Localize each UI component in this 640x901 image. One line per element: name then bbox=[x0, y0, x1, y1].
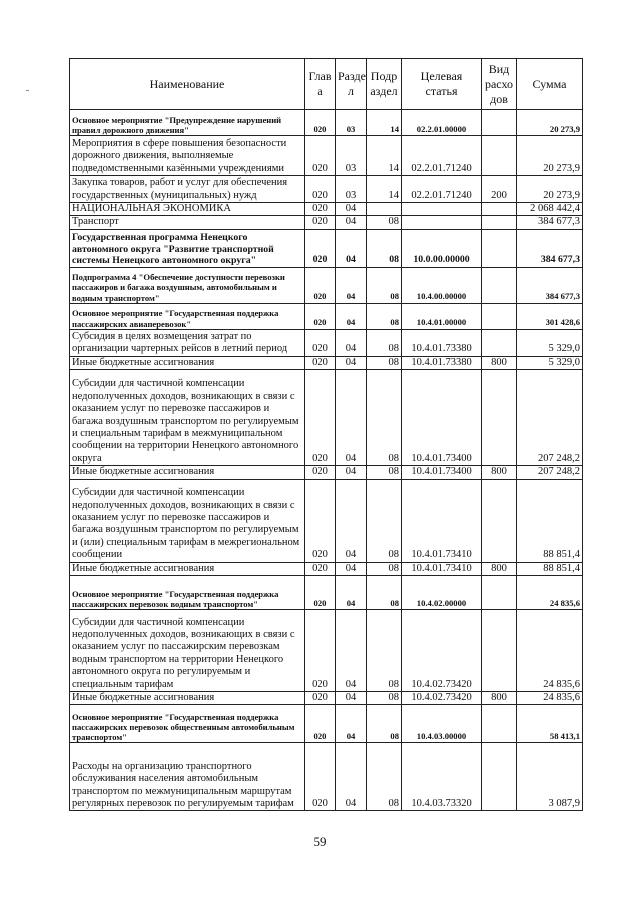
cell-name: Закупка товаров, работ и услуг для обеспечения государственных (муниципальных) нужд bbox=[70, 176, 305, 203]
cell-statya: 10.0.00.00000 bbox=[402, 229, 482, 267]
cell-vid: 800 bbox=[482, 692, 517, 705]
cell-name: Основное мероприятие "Государственная поддержка пассажирских авиаперевозок" bbox=[70, 303, 305, 329]
cell-razdel: 04 bbox=[336, 576, 367, 610]
cell-summa: 24 835,6 bbox=[517, 576, 583, 610]
header-podrazdel: Подр аздел bbox=[367, 59, 402, 110]
cell-razdel: 04 bbox=[336, 562, 367, 575]
cell-razdel: 04 bbox=[336, 466, 367, 479]
cell-razdel: 04 bbox=[336, 303, 367, 329]
cell-razdel: 04 bbox=[336, 610, 367, 692]
cell-razdel: 04 bbox=[336, 479, 367, 562]
cell-vid bbox=[482, 303, 517, 329]
cell-statya: 10.4.02.73420 bbox=[402, 610, 482, 692]
cell-podrazdel: 08 bbox=[367, 356, 402, 369]
table-row bbox=[70, 203, 583, 216]
cell-podrazdel bbox=[367, 203, 402, 216]
page-number: 59 bbox=[313, 834, 327, 849]
cell-summa: 384 677,3 bbox=[517, 216, 583, 229]
cell-statya: 10.4.01.73400 bbox=[402, 466, 482, 479]
cell-name: Основное мероприятие "Государственная поддержка пассажирских перевозок общественным автомобильным транспортом" bbox=[70, 705, 305, 743]
table-row bbox=[70, 743, 583, 811]
cell-podrazdel: 08 bbox=[367, 610, 402, 692]
cell-glava: 020 bbox=[305, 110, 336, 136]
cell-summa: 207 248,2 bbox=[517, 466, 583, 479]
cell-summa: 20 273,9 bbox=[517, 110, 583, 136]
cell-glava: 020 bbox=[305, 576, 336, 610]
cell-name: Мероприятия в сфере повышения безопасности дорожного движения, выполняемые подведомственными казёнными учреждениями bbox=[70, 136, 305, 176]
cell-razdel: 04 bbox=[336, 329, 367, 356]
cell-vid: 800 bbox=[482, 466, 517, 479]
cell-glava: 020 bbox=[305, 176, 336, 203]
cell-podrazdel: 08 bbox=[367, 576, 402, 610]
cell-statya: 10.4.01.73410 bbox=[402, 479, 482, 562]
cell-name: Субсидии для частичной компенсации недополученных доходов, возникающих в связи с оказанием услуг по перевозке пассажиров и багажа воздушным транспортом по регулируемым и (или) специальным тарифам в межрегиональном сообщении bbox=[70, 479, 305, 562]
cell-glava: 020 bbox=[305, 329, 336, 356]
cell-vid: 800 bbox=[482, 562, 517, 575]
table-row bbox=[70, 303, 583, 329]
cell-glava: 020 bbox=[305, 479, 336, 562]
cell-podrazdel: 08 bbox=[367, 466, 402, 479]
cell-razdel: 03 bbox=[336, 176, 367, 203]
cell-statya: 02.2.01.71240 bbox=[402, 136, 482, 176]
cell-vid bbox=[482, 610, 517, 692]
cell-glava: 020 bbox=[305, 267, 336, 303]
header-vid: Вид расхо дов bbox=[482, 59, 517, 110]
cell-name: Основное мероприятие "Государственная поддержка пассажирских перевозок водным транспортом" bbox=[70, 576, 305, 610]
cell-podrazdel: 08 bbox=[367, 303, 402, 329]
budget-table bbox=[69, 58, 583, 811]
cell-podrazdel: 08 bbox=[367, 705, 402, 743]
cell-summa: 88 851,4 bbox=[517, 562, 583, 575]
cell-glava: 020 bbox=[305, 466, 336, 479]
cell-statya: 10.4.03.00000 bbox=[402, 705, 482, 743]
cell-summa: 58 413,1 bbox=[517, 705, 583, 743]
table-body bbox=[70, 110, 583, 811]
cell-glava: 020 bbox=[305, 610, 336, 692]
table-row bbox=[70, 610, 583, 692]
table-row bbox=[70, 329, 583, 356]
cell-statya: 10.4.01.73380 bbox=[402, 329, 482, 356]
cell-statya: 10.4.03.73320 bbox=[402, 743, 482, 811]
cell-vid bbox=[482, 110, 517, 136]
cell-podrazdel: 08 bbox=[367, 229, 402, 267]
cell-statya bbox=[402, 216, 482, 229]
table-row bbox=[70, 562, 583, 575]
cell-statya bbox=[402, 203, 482, 216]
cell-summa: 301 428,6 bbox=[517, 303, 583, 329]
cell-glava: 020 bbox=[305, 743, 336, 811]
table-header-row bbox=[70, 59, 583, 110]
cell-razdel: 04 bbox=[336, 356, 367, 369]
cell-statya: 10.4.02.00000 bbox=[402, 576, 482, 610]
cell-name: Иные бюджетные ассигнования bbox=[70, 692, 305, 705]
header-summa: Сумма bbox=[517, 59, 583, 110]
cell-podrazdel: 08 bbox=[367, 267, 402, 303]
cell-razdel: 03 bbox=[336, 110, 367, 136]
cell-vid: 200 bbox=[482, 176, 517, 203]
cell-statya: 10.4.01.73400 bbox=[402, 370, 482, 466]
cell-podrazdel: 14 bbox=[367, 136, 402, 176]
cell-name: Субсидии для частичной компенсации недополученных доходов, возникающих в связи с оказанием услуг по пассажирским перевозкам водным транспортом на территории Ненецкого автономного округа по регулируемым и специальным тарифам bbox=[70, 610, 305, 692]
cell-name: Расходы на организацию транспортного обслуживания населения автомобильным транспортом по межмуниципальным маршрутам регулярных перевозок по регулируемым тарифам bbox=[70, 743, 305, 811]
cell-podrazdel: 08 bbox=[367, 562, 402, 575]
cell-razdel: 03 bbox=[336, 136, 367, 176]
cell-podrazdel: 08 bbox=[367, 370, 402, 466]
header-razdel: Разде л bbox=[336, 59, 367, 110]
cell-name: Подпрограмма 4 "Обеспечение доступности перевозки пассажиров и багажа воздушным, автомобильным и водным транспортом" bbox=[70, 267, 305, 303]
cell-razdel: 04 bbox=[336, 370, 367, 466]
cell-vid bbox=[482, 705, 517, 743]
cell-vid bbox=[482, 203, 517, 216]
cell-glava: 020 bbox=[305, 370, 336, 466]
cell-name: НАЦИОНАЛЬНАЯ ЭКОНОМИКА bbox=[70, 203, 305, 216]
table-row bbox=[70, 576, 583, 610]
cell-podrazdel: 08 bbox=[367, 479, 402, 562]
cell-statya: 10.4.00.00000 bbox=[402, 267, 482, 303]
cell-summa: 2 068 442,4 bbox=[517, 203, 583, 216]
cell-podrazdel: 08 bbox=[367, 216, 402, 229]
cell-summa: 20 273,9 bbox=[517, 136, 583, 176]
cell-summa: 88 851,4 bbox=[517, 479, 583, 562]
table-row bbox=[70, 110, 583, 136]
cell-razdel: 04 bbox=[336, 216, 367, 229]
cell-glava: 020 bbox=[305, 229, 336, 267]
cell-glava: 020 bbox=[305, 203, 336, 216]
cell-glava: 020 bbox=[305, 356, 336, 369]
cell-razdel: 04 bbox=[336, 267, 367, 303]
cell-vid bbox=[482, 479, 517, 562]
cell-vid bbox=[482, 576, 517, 610]
cell-vid: 800 bbox=[482, 356, 517, 369]
cell-statya: 10.4.01.73410 bbox=[402, 562, 482, 575]
table-row bbox=[70, 479, 583, 562]
cell-name: Субсидия в целях возмещения затрат по организации чартерных рейсов в летний период bbox=[70, 329, 305, 356]
cell-razdel: 04 bbox=[336, 229, 367, 267]
cell-razdel: 04 bbox=[336, 203, 367, 216]
table-row bbox=[70, 216, 583, 229]
header-glava: Глав а bbox=[305, 59, 336, 110]
cell-name: Иные бюджетные ассигнования bbox=[70, 562, 305, 575]
cell-summa: 24 835,6 bbox=[517, 610, 583, 692]
cell-podrazdel: 08 bbox=[367, 743, 402, 811]
cell-glava: 020 bbox=[305, 562, 336, 575]
header-name: Наименование bbox=[70, 59, 305, 110]
table-row bbox=[70, 176, 583, 203]
cell-podrazdel: 08 bbox=[367, 692, 402, 705]
cell-razdel: 04 bbox=[336, 743, 367, 811]
table-row bbox=[70, 466, 583, 479]
cell-name: Государственная программа Ненецкого автономного округа "Развитие транспортной системы Ненецкого автономного округа" bbox=[70, 229, 305, 267]
cell-razdel: 04 bbox=[336, 705, 367, 743]
table-row bbox=[70, 705, 583, 743]
cell-summa: 384 677,3 bbox=[517, 229, 583, 267]
cell-vid bbox=[482, 370, 517, 466]
cell-glava: 020 bbox=[305, 216, 336, 229]
cell-vid bbox=[482, 229, 517, 267]
cell-summa: 5 329,0 bbox=[517, 356, 583, 369]
cell-statya: 02.2.01.00000 bbox=[402, 110, 482, 136]
cell-glava: 020 bbox=[305, 705, 336, 743]
cell-statya: 02.2.01.71240 bbox=[402, 176, 482, 203]
cell-vid bbox=[482, 216, 517, 229]
cell-glava: 020 bbox=[305, 692, 336, 705]
table-row bbox=[70, 370, 583, 466]
cell-statya: 10.4.01.73380 bbox=[402, 356, 482, 369]
cell-summa: 5 329,0 bbox=[517, 329, 583, 356]
table-row bbox=[70, 267, 583, 303]
cell-glava: 020 bbox=[305, 136, 336, 176]
cell-summa: 20 273,9 bbox=[517, 176, 583, 203]
cell-name: Иные бюджетные ассигнования bbox=[70, 466, 305, 479]
table-row bbox=[70, 692, 583, 705]
cell-statya: 10.4.02.73420 bbox=[402, 692, 482, 705]
cell-summa: 3 087,9 bbox=[517, 743, 583, 811]
header-statya: Целевая статья bbox=[402, 59, 482, 110]
cell-summa: 207 248,2 bbox=[517, 370, 583, 466]
table-row bbox=[70, 229, 583, 267]
cell-vid bbox=[482, 267, 517, 303]
cell-summa: 24 835,6 bbox=[517, 692, 583, 705]
scan-mark bbox=[26, 90, 29, 91]
cell-podrazdel: 14 bbox=[367, 110, 402, 136]
cell-podrazdel: 14 bbox=[367, 176, 402, 203]
cell-statya: 10.4.01.00000 bbox=[402, 303, 482, 329]
cell-vid bbox=[482, 136, 517, 176]
table-row bbox=[70, 136, 583, 176]
table-row bbox=[70, 356, 583, 369]
cell-name: Иные бюджетные ассигнования bbox=[70, 356, 305, 369]
cell-vid bbox=[482, 743, 517, 811]
cell-razdel: 04 bbox=[336, 692, 367, 705]
cell-glava: 020 bbox=[305, 303, 336, 329]
cell-name: Субсидии для частичной компенсации недополученных доходов, возникающих в связи с оказанием услуг по перевозке пассажиров и багажа воздушным транспортом по регулируемым и специальным тарифам в межмуниципальном сообщении на территории Ненецкого автономного округа bbox=[70, 370, 305, 466]
cell-vid bbox=[482, 329, 517, 356]
cell-name: Транспорт bbox=[70, 216, 305, 229]
cell-podrazdel: 08 bbox=[367, 329, 402, 356]
cell-name: Основное мероприятие "Предупреждение нарушений правил дорожного движения" bbox=[70, 110, 305, 136]
cell-summa: 384 677,3 bbox=[517, 267, 583, 303]
